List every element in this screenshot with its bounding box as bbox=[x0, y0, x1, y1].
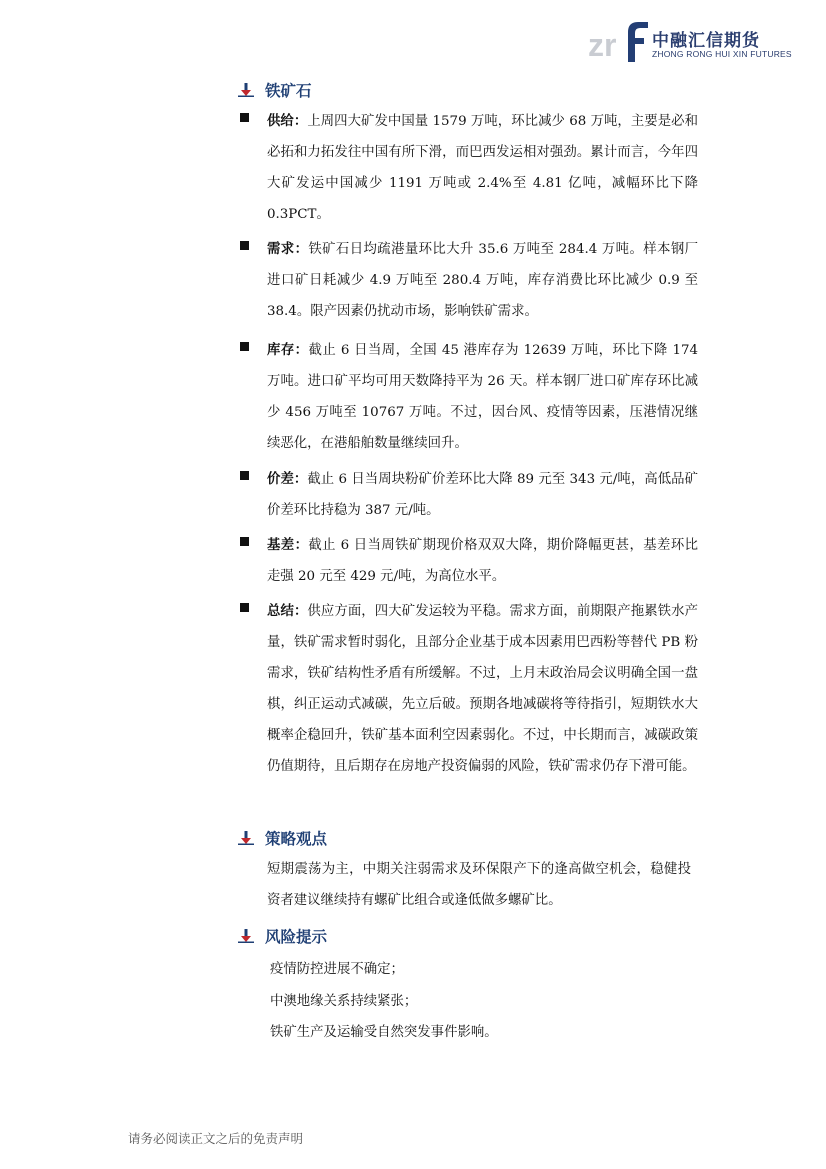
section-title-iron-ore bbox=[238, 79, 312, 101]
bullet-paragraph bbox=[267, 596, 698, 782]
bullet-text: 截止 6 日当周，全国 45 港库存为 12639 万吨，环比下降 174 万吨。进口矿平均可用天数降持平为 26 天。样本钢厂进口矿库存环比减少 456 万吨至 10767 万吨。不过，因台风、疫情等因素，压港情况继续恶化，在港船舶数量继续回升。 bbox=[267, 343, 699, 451]
bullet-demand bbox=[238, 234, 698, 327]
bullet-text: 供应方面，四大矿发运较为平稳。需求方面，前期限产拖累铁水产量，铁矿需求暂时弱化，且部分企业基于成本因素用巴西粉等替代 PB 粉需求，铁矿结构性矛盾有所缓解。不过，上月末政治局会议明确全国一盘棋，纠正运动式减碳，先立后破。预期各地减碳将等待指引，短期铁水大概率企稳回升，铁矿基本面利空因素弱化。不过，中长期而言，减碳政策仍值期待，且后期存在房地产投资偏弱的风险，铁矿需求仍存下滑可能。 bbox=[267, 604, 699, 774]
down-arrow-bullet-icon bbox=[238, 83, 254, 97]
bullet-label: 基差： bbox=[267, 538, 309, 553]
bullet-supply bbox=[238, 106, 698, 230]
section-title-strategy bbox=[238, 827, 327, 849]
section-title-text: 风险提示 bbox=[265, 928, 328, 946]
bullet-label: 供给： bbox=[267, 114, 308, 129]
square-bullet-icon bbox=[240, 113, 249, 122]
risk-item: 中澳地缘关系持续紧张； bbox=[270, 994, 418, 1009]
bullet-paragraph bbox=[267, 464, 698, 526]
bullet-paragraph bbox=[267, 335, 698, 459]
company-logo bbox=[588, 18, 792, 68]
bullet-text: 上周四大矿发中国量 1579 万吨，环比减少 68 万吨，主要是必和必拓和力拓发往中国有所下滑，而巴西发运相对强劲。累计而言，今年四大矿发运中国减少 1191 万吨或 2.4%至 4.81 亿吨，减幅环比下降 0.3PCT。 bbox=[267, 114, 698, 222]
section-title-text: 铁矿石 bbox=[265, 82, 312, 100]
square-bullet-icon bbox=[240, 342, 249, 351]
section-title-risk bbox=[238, 925, 327, 947]
footer-disclaimer: 请务必阅读正文之后的免责声明 bbox=[128, 1131, 304, 1146]
strategy-paragraph: 短期震荡为主，中期关注弱需求及环保限产下的逢高做空机会，稳健投资者建议继续持有螺矿比组合或逢低做多螺矿比。 bbox=[267, 862, 691, 908]
risk-item: 铁矿生产及运输受自然突发事件影响。 bbox=[270, 1025, 498, 1040]
square-bullet-icon bbox=[240, 471, 249, 480]
logo-chinese-name: 中融汇信期货 bbox=[652, 31, 760, 51]
bullet-label: 价差： bbox=[267, 472, 308, 487]
bullet-paragraph bbox=[267, 530, 698, 592]
bullet-label: 总结： bbox=[267, 604, 308, 619]
bullet-paragraph bbox=[267, 106, 698, 230]
logo-english-name: ZHONG RONG HUI XIN FUTURES bbox=[652, 49, 792, 59]
bullet-text: 截止 6 日当周块粉矿价差环比大降 89 元至 343 元/吨，高低品矿价差环比持稳为 387 元/吨。 bbox=[267, 472, 699, 518]
bullet-text: 铁矿石日均疏港量环比大升 35.6 万吨至 284.4 万吨。样本钢厂进口矿日耗减少 4.9 万吨至 280.4 万吨，库存消费比环比减少 0.9 至 38.4。限产因素仍扰动市场，影响铁矿需求。 bbox=[267, 242, 698, 319]
bullet-inventory bbox=[238, 335, 698, 459]
section-title-text: 策略观点 bbox=[265, 830, 328, 848]
bullet-basis bbox=[238, 530, 698, 592]
down-arrow-bullet-icon bbox=[238, 831, 254, 845]
square-bullet-icon bbox=[240, 537, 249, 546]
down-arrow-bullet-icon bbox=[238, 929, 254, 943]
svg-text:zr: zr bbox=[588, 27, 617, 63]
bullet-label: 库存： bbox=[267, 343, 309, 358]
bullet-label: 需求： bbox=[267, 242, 309, 257]
bullet-summary bbox=[238, 596, 698, 782]
bullet-spread bbox=[238, 464, 698, 526]
zrf-logo-mark-icon bbox=[588, 18, 650, 64]
bullet-paragraph bbox=[267, 234, 698, 327]
risk-item: 疫情防控进展不确定； bbox=[270, 962, 404, 977]
square-bullet-icon bbox=[240, 241, 249, 250]
bullet-text: 截止 6 日当周铁矿期现价格双双大降，期价降幅更甚，基差环比走强 20 元至 429 元/吨，为高位水平。 bbox=[267, 538, 699, 584]
square-bullet-icon bbox=[240, 603, 249, 612]
